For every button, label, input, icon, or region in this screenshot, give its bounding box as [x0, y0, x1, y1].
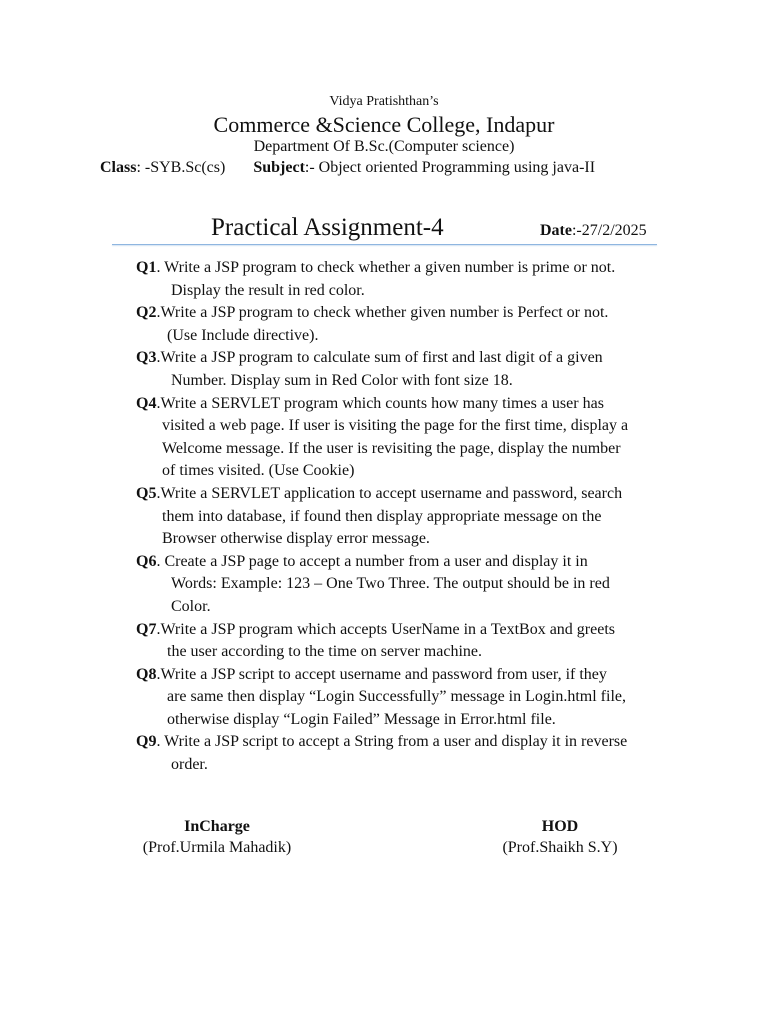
question-6 — [136, 551, 696, 574]
question-1 — [136, 257, 696, 280]
question-label: Q2 — [136, 304, 157, 322]
question-3 — [136, 347, 696, 370]
question-5 — [136, 483, 696, 506]
class-label: Class — [100, 159, 137, 176]
class-value: : -SYB.Sc(cs) — [136, 159, 226, 176]
question-7 — [136, 619, 696, 642]
question-label: Q5 — [136, 484, 157, 502]
question-continuation: Color. — [171, 597, 211, 615]
class-subject-line — [100, 159, 595, 177]
question-continuation: otherwise display “Login Failed” Message in Error.html file. — [167, 710, 556, 728]
title-divider — [112, 244, 657, 245]
question-text: .Write a JSP program which accepts UserName in a TextBox and greets — [156, 620, 615, 638]
question-text: . Write a JSP script to accept a String from a user and display it in reverse — [156, 733, 628, 751]
question-4 — [136, 393, 696, 416]
question-continuation: order. — [171, 756, 208, 774]
question-continuation: Words: Example: 123 – One Two Three. The output should be in red — [171, 575, 610, 593]
subject-value: :- Object oriented Programming using java-II — [304, 159, 596, 176]
question-label: Q3 — [136, 349, 157, 367]
department-name: Department Of B.Sc.(Computer science) — [253, 138, 515, 155]
question-label: Q1 — [136, 259, 157, 276]
question-text: .Write a SERVLET program which counts how many times a user has — [156, 394, 604, 412]
question-label: Q4 — [136, 394, 157, 412]
question-continuation: Number. Display sum in Red Color with font size 18. — [171, 371, 513, 389]
question-8 — [136, 664, 696, 687]
hod-name: (Prof.Shaikh S.Y) — [502, 839, 618, 856]
question-label: Q8 — [136, 665, 157, 683]
question-continuation: visited a web page. If user is visiting the page for the first time, display a — [162, 417, 629, 435]
college-name: Commerce &Science College, Indapur — [213, 112, 555, 137]
question-continuation: Browser otherwise display error message. — [162, 530, 430, 548]
incharge-signature — [130, 816, 304, 858]
hod-signature — [490, 816, 630, 858]
question-label: Q7 — [136, 620, 157, 638]
date-value: :-27/2/2025 — [571, 222, 647, 239]
institution-name: Vidya Pratishthan’s — [329, 94, 439, 109]
assignment-date — [540, 222, 647, 240]
incharge-role: InCharge — [184, 818, 250, 835]
date-label: Date — [540, 222, 572, 239]
question-text: .Write a SERVLET application to accept username and password, search — [156, 484, 623, 502]
question-2 — [136, 302, 696, 325]
question-text: .Write a JSP program to calculate sum of first and last digit of a given — [156, 349, 603, 367]
question-continuation: are same then display “Login Successfully” message in Login.html file, — [167, 688, 626, 706]
hod-role: HOD — [541, 818, 579, 835]
question-continuation: the user according to the time on server machine. — [167, 643, 482, 661]
question-continuation: Welcome message. If the user is revisiting the page, display the number — [162, 439, 621, 457]
question-text: . Create a JSP page to accept a number from a user and display it in — [156, 552, 588, 570]
question-9 — [136, 731, 696, 754]
question-continuation: (Use Include directive). — [167, 326, 319, 344]
question-continuation: of times visited. (Use Cookie) — [162, 462, 355, 480]
incharge-name: (Prof.Urmila Mahadik) — [142, 839, 292, 856]
question-list — [136, 257, 696, 777]
question-continuation: Display the result in red color. — [171, 281, 365, 299]
question-text: . Write a JSP program to check whether a given number is prime or not. — [156, 259, 616, 276]
subject-label: Subject — [253, 159, 305, 176]
question-text: .Write a JSP program to check whether given number is Perfect or not. — [156, 304, 609, 322]
question-label: Q9 — [136, 733, 157, 751]
question-text: .Write a JSP script to accept username and password from user, if they — [156, 665, 607, 683]
question-continuation: them into database, if found then display appropriate message on the — [162, 507, 602, 525]
assignment-title: Practical Assignment-4 — [211, 214, 444, 241]
question-label: Q6 — [136, 552, 157, 570]
